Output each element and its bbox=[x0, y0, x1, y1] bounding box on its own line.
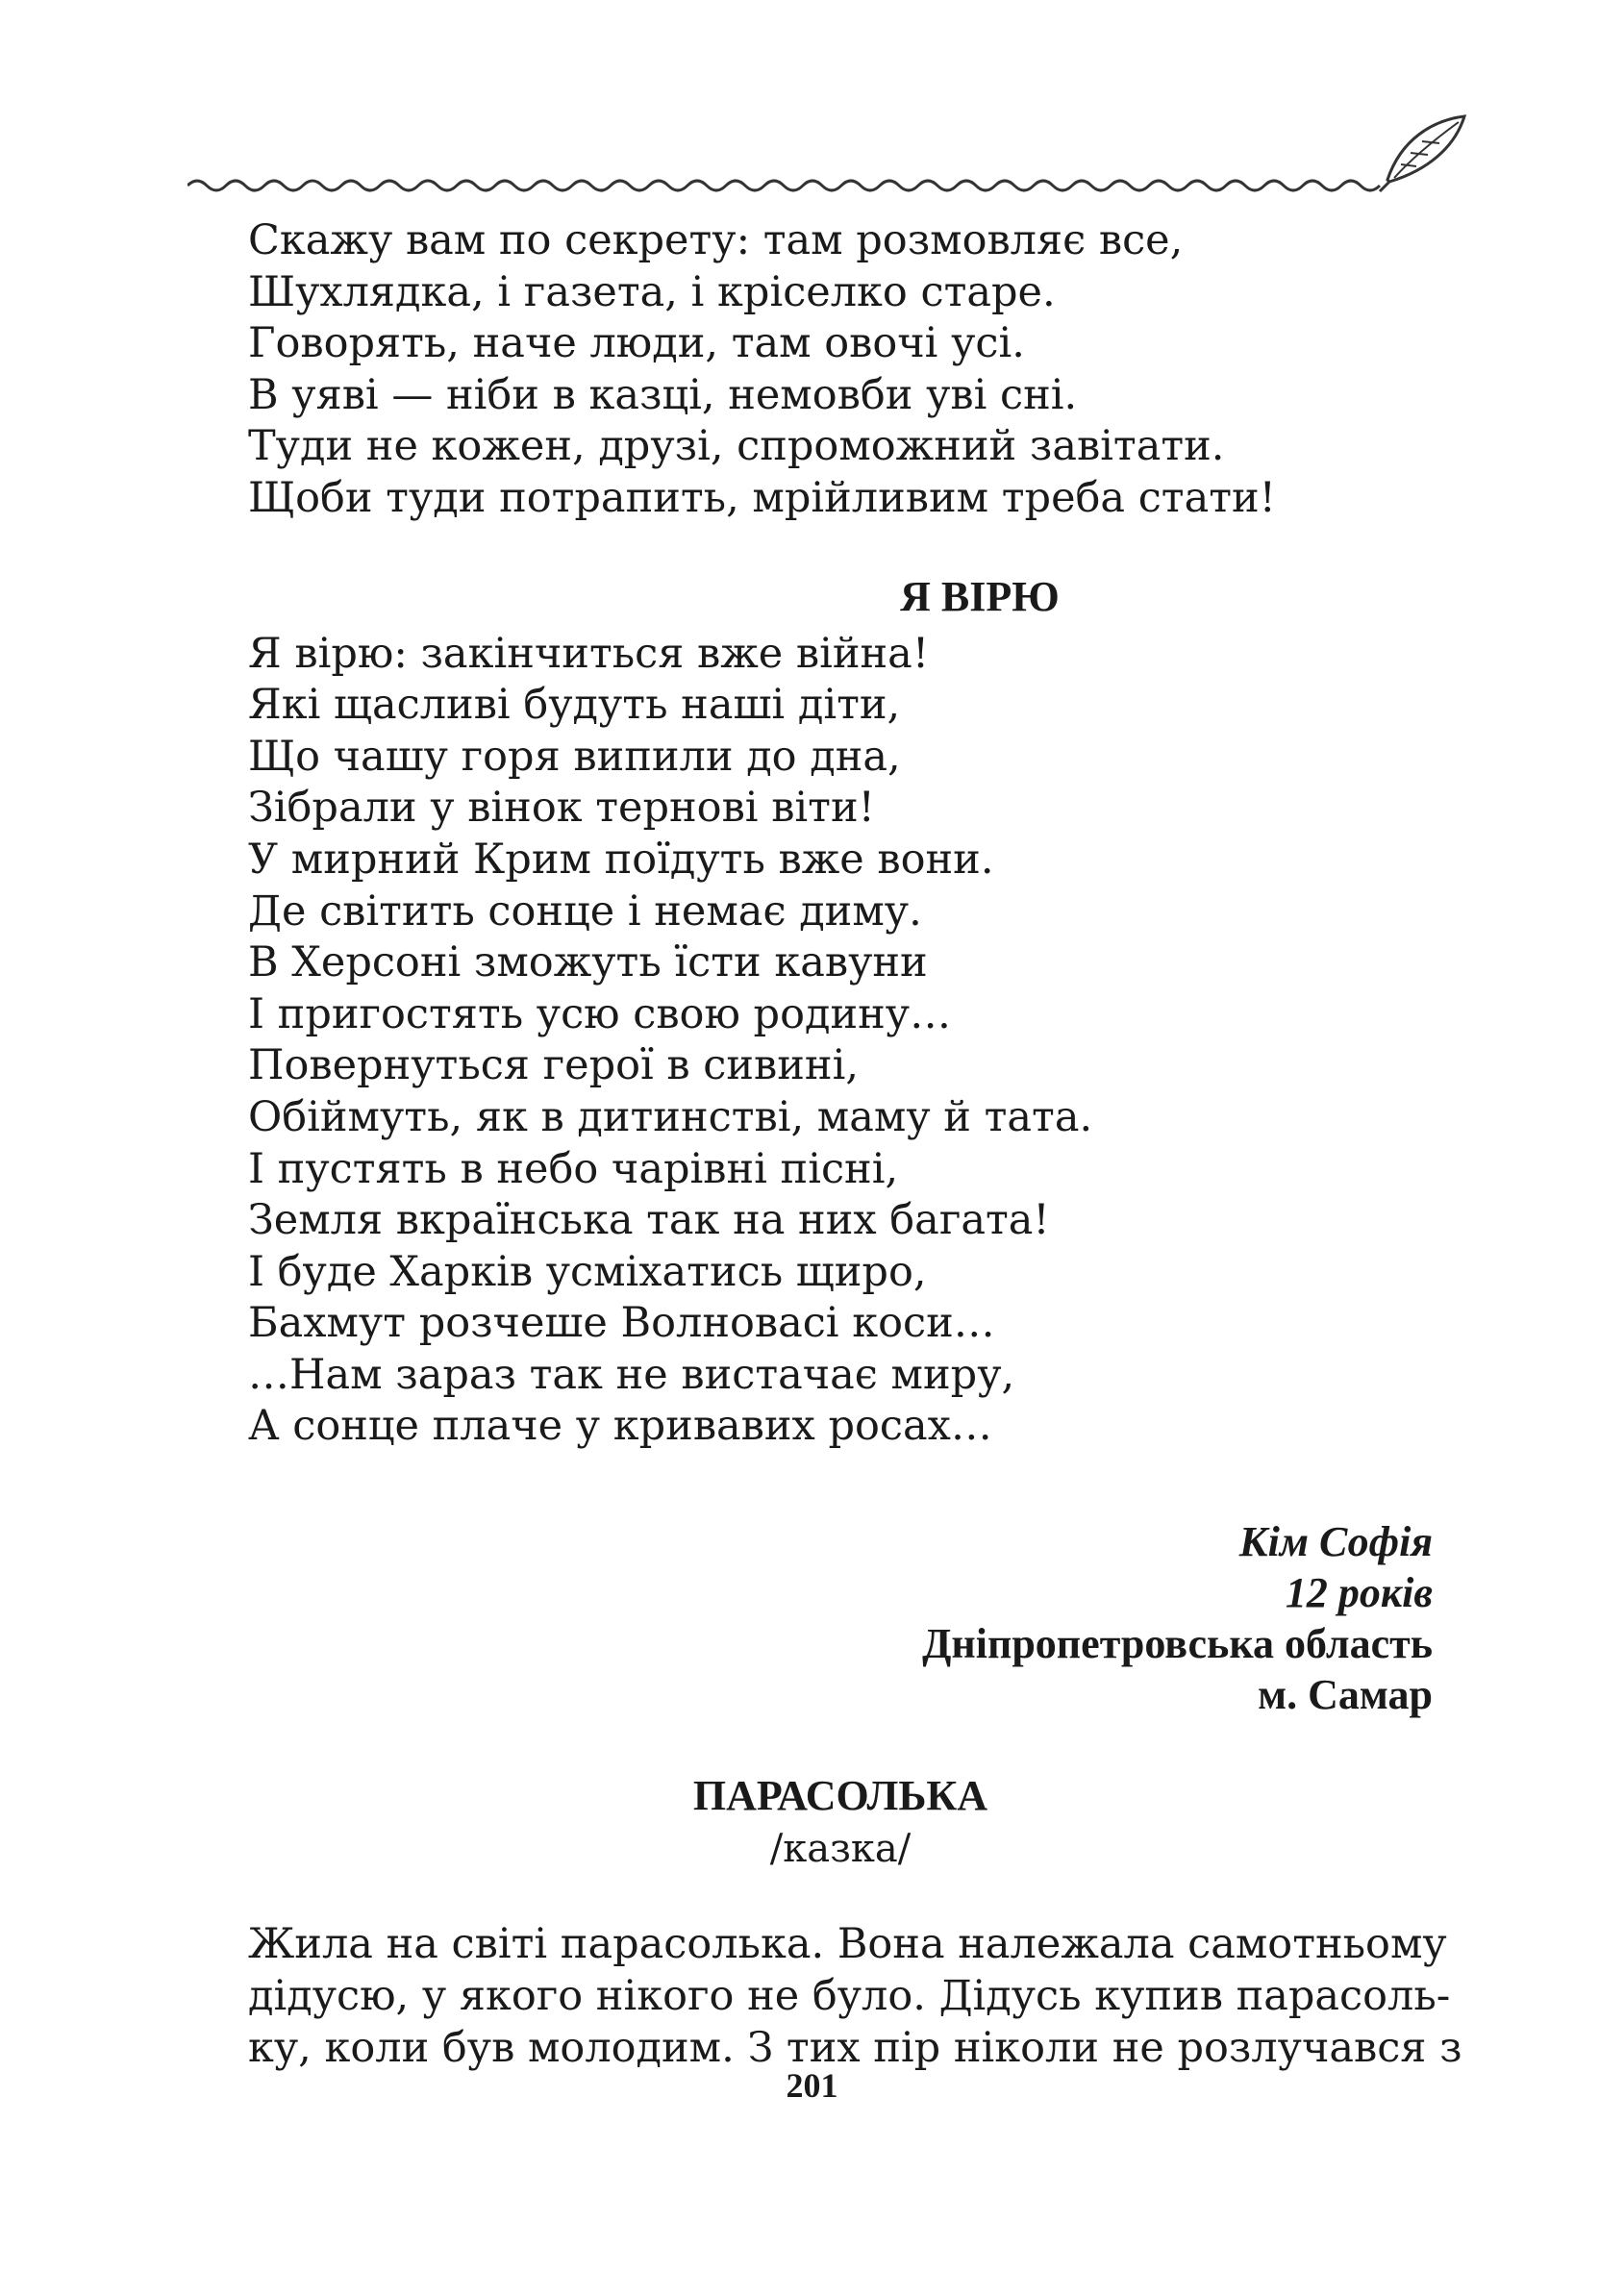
tale-title: ПАРАСОЛЬКА bbox=[692, 1772, 988, 1820]
verse-line: …Нам зараз так не вистачає миру, bbox=[248, 1350, 1015, 1399]
verse-line: Шухлядка, і газета, і кріселко старе. bbox=[248, 267, 1056, 316]
verse-line: У мирний Крим поїдуть вже вони. bbox=[248, 835, 994, 884]
tale-subtitle: /казка/ bbox=[769, 1827, 912, 1872]
verse-line: Я вірю: закінчиться вже війна! bbox=[248, 629, 930, 678]
feather-icon bbox=[1380, 116, 1464, 191]
prose-line: дідусю, у якого нікого не було. Дідусь купив парасоль- bbox=[248, 1972, 1451, 2021]
tale-text bbox=[248, 1918, 1462, 2074]
author-age: 12 років bbox=[1285, 1569, 1433, 1617]
poem-body bbox=[248, 629, 1433, 1454]
verse-line: Повернуться герої в сивині, bbox=[248, 1041, 859, 1090]
verse-line: Які щасливі будуть наші діти, bbox=[248, 681, 901, 730]
verse-line: Обіймуть, як в дитинстві, маму й тата. bbox=[248, 1092, 1093, 1141]
verse-line: Земля вкраїнська так на них багата! bbox=[248, 1196, 1050, 1245]
verse-line: Туди не кожен, друзі, спроможний завітати. bbox=[248, 422, 1225, 471]
verse-line: Де світить сонце і немає диму. bbox=[248, 886, 922, 936]
verse-line: В Херсоні зможуть їсти кавуни bbox=[248, 938, 928, 987]
poem-continuation bbox=[248, 215, 1433, 525]
prose-line: Жила на світі парасолька. Вона належала самотньому bbox=[248, 1920, 1447, 1969]
prose-line: ку, коли був молодим. З тих пір ніколи не розлучався з bbox=[248, 2024, 1462, 2073]
verse-line: І пустять в небо чарівні пісні, bbox=[248, 1144, 899, 1193]
page-number: 201 bbox=[786, 2066, 838, 2105]
verse-line: В уяві — ніби в казці, немовби уві сні. bbox=[248, 370, 1078, 419]
author-city: м. Самар bbox=[1258, 1671, 1433, 1719]
page-content bbox=[248, 215, 1462, 2074]
feather-wave-ornament bbox=[187, 111, 1476, 197]
verse-line: А сонце плаче у кривавих росах… bbox=[248, 1402, 992, 1451]
verse-line: І буде Харків усміхатись щиро, bbox=[248, 1247, 927, 1296]
verse-line: Бахмут розчеше Волновасі коси… bbox=[248, 1299, 995, 1348]
poem-title: Я ВІРЮ bbox=[900, 572, 1060, 620]
verse-line: І пригостять усю свою родину… bbox=[248, 989, 952, 1038]
author-name: Кім Софія bbox=[1238, 1518, 1433, 1566]
verse-line: Щоби туди потрапить, мрійливим треба стати! bbox=[248, 473, 1276, 522]
author-signature bbox=[248, 1516, 1433, 1720]
verse-line: Скажу вам по секрету: там розмовляє все, bbox=[248, 216, 1184, 264]
verse-line: Говорять, наче люди, там овочі усі. bbox=[248, 319, 1025, 368]
author-region: Дніпропетровська область bbox=[922, 1620, 1433, 1668]
verse-line: Зібрали у вінок тернові віти! bbox=[248, 784, 875, 833]
verse-line: Що чашу горя випили до дна, bbox=[248, 732, 901, 781]
